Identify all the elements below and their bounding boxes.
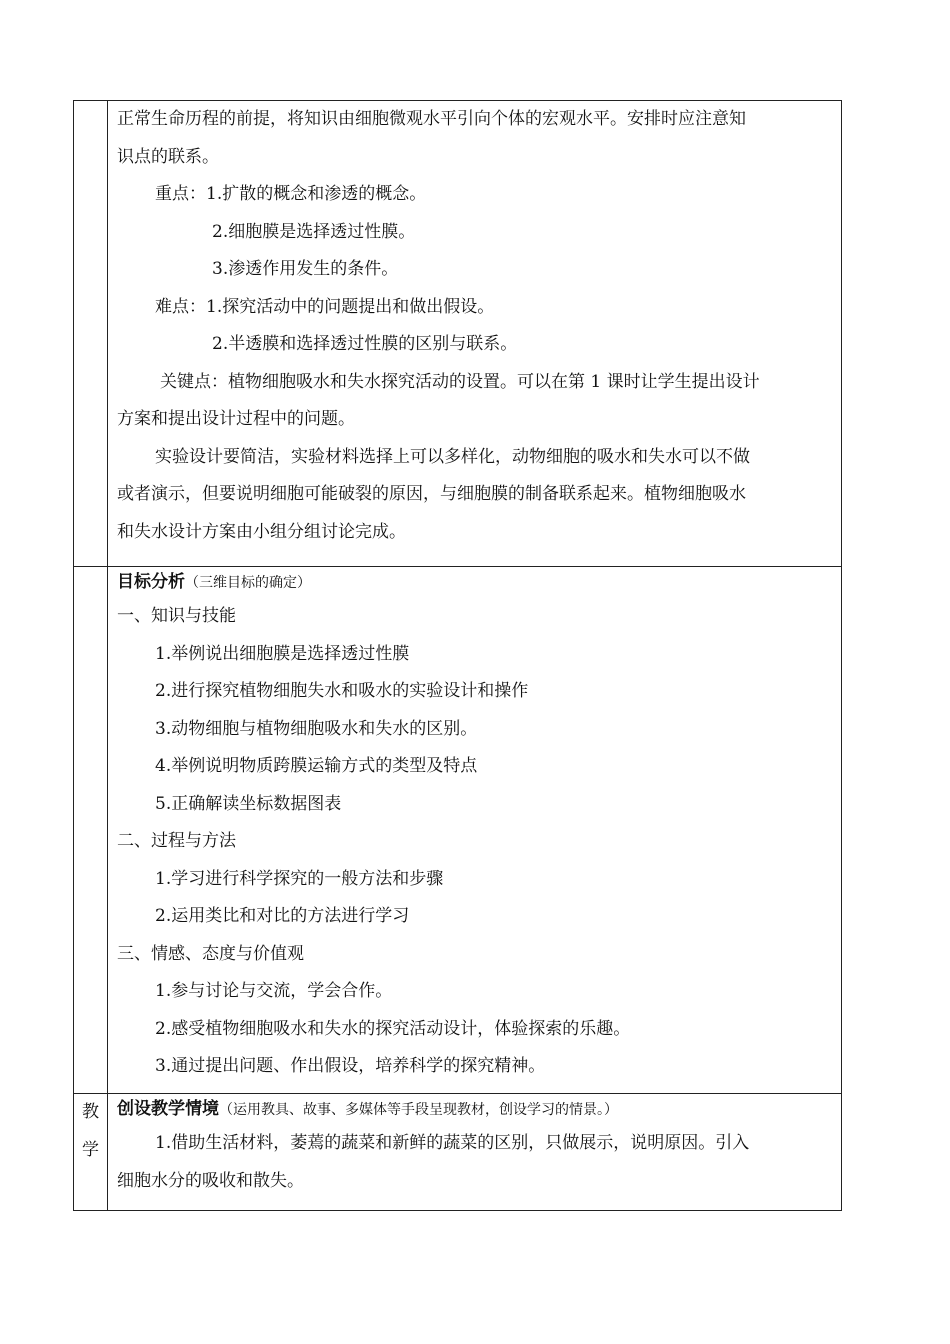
side-label-char: 学 [82, 1140, 99, 1160]
lesson-plan-table [73, 100, 842, 1211]
text-line: 1.借助生活材料，萎蔫的蔬菜和新鲜的蔬菜的区别，只做展示，说明原因。引入 [155, 1133, 750, 1153]
text-line: 细胞水分的吸收和散失。 [117, 1170, 304, 1191]
crucial-point-line: 关键点：植物细胞吸水和失水探究活动的设置。可以在第 1 课时让学生提出设计 [160, 371, 760, 392]
text-line: 识点的联系。 [117, 146, 219, 167]
table-row [74, 567, 842, 1094]
side-label-cell [74, 1094, 108, 1211]
key-points-line [117, 176, 831, 214]
content-cell-intro [108, 101, 842, 567]
content-cell-teaching [108, 1094, 842, 1211]
experiment-design-line: 和失水设计方案由小组分组讨论完成。 [117, 521, 406, 542]
objective-item: 2.运用类比和对比的方法进行学习 [155, 906, 410, 926]
difficult-points-line [117, 289, 831, 327]
text-line: 正常生命历程的前提，将知识由细胞微观水平引向个体的宏观水平。安排时应注意知 [117, 109, 746, 129]
side-label-char: 教 [82, 1102, 99, 1122]
group-title: 一、知识与技能 [117, 606, 236, 626]
key-point-item: 1.扩散的概念和渗透的概念。 [206, 184, 427, 204]
objective-item: 1.学习进行科学探究的一般方法和步骤 [155, 868, 444, 889]
difficult-points-label: 难点： [155, 296, 206, 317]
objectives-heading-line [117, 567, 831, 598]
objectives-heading: 目标分析 [117, 572, 185, 592]
crucial-point-line: 方案和提出设计过程中的问题。 [117, 409, 355, 429]
experiment-design-line: 实验设计要简洁，实验材料选择上可以多样化，动物细胞的吸水和失水可以不做 [155, 446, 750, 467]
key-point-item: 3.渗透作用发生的条件。 [212, 259, 399, 279]
teaching-heading: 创设教学情境 [117, 1099, 219, 1119]
objective-item: 4.举例说明物质跨膜运输方式的类型及特点 [155, 756, 478, 776]
objective-item: 3.通过提出问题、作出假设，培养科学的探究精神。 [155, 1056, 546, 1076]
group-title: 二、过程与方法 [117, 831, 236, 851]
experiment-design-line: 或者演示，但要说明细胞可能破裂的原因，与细胞膜的制备联系起来。植物细胞吸水 [117, 484, 746, 504]
teaching-heading-line [117, 1094, 831, 1125]
objective-item: 2.感受植物细胞吸水和失水的探究活动设计，体验探索的乐趣。 [155, 1018, 631, 1039]
objective-item: 2.进行探究植物细胞失水和吸水的实验设计和操作 [155, 681, 529, 701]
objective-item: 3.动物细胞与植物细胞吸水和失水的区别。 [155, 718, 478, 739]
table-row [74, 101, 842, 567]
difficult-point-item: 2.半透膜和选择透过性膜的区别与联系。 [212, 334, 518, 354]
teaching-heading-note: （运用教具、故事、多媒体等手段呈现教材，创设学习的情景。） [219, 1102, 618, 1118]
key-points-label: 重点： [155, 184, 206, 204]
key-point-item: 2.细胞膜是选择透过性膜。 [212, 221, 416, 242]
group-title: 三、情感、态度与价值观 [117, 943, 304, 964]
difficult-point-item: 1.探究活动中的问题提出和做出假设。 [206, 296, 495, 317]
objectives-heading-note: （三维目标的确定） [185, 575, 311, 591]
content-cell-objectives [108, 567, 842, 1094]
side-label-cell [74, 567, 108, 1094]
table-row [74, 1094, 842, 1211]
objective-item: 1.举例说出细胞膜是选择透过性膜 [155, 643, 410, 664]
side-label-cell [74, 101, 108, 567]
objective-item: 1.参与讨论与交流，学会合作。 [155, 981, 393, 1001]
objective-item: 5.正确解读坐标数据图表 [155, 793, 342, 814]
